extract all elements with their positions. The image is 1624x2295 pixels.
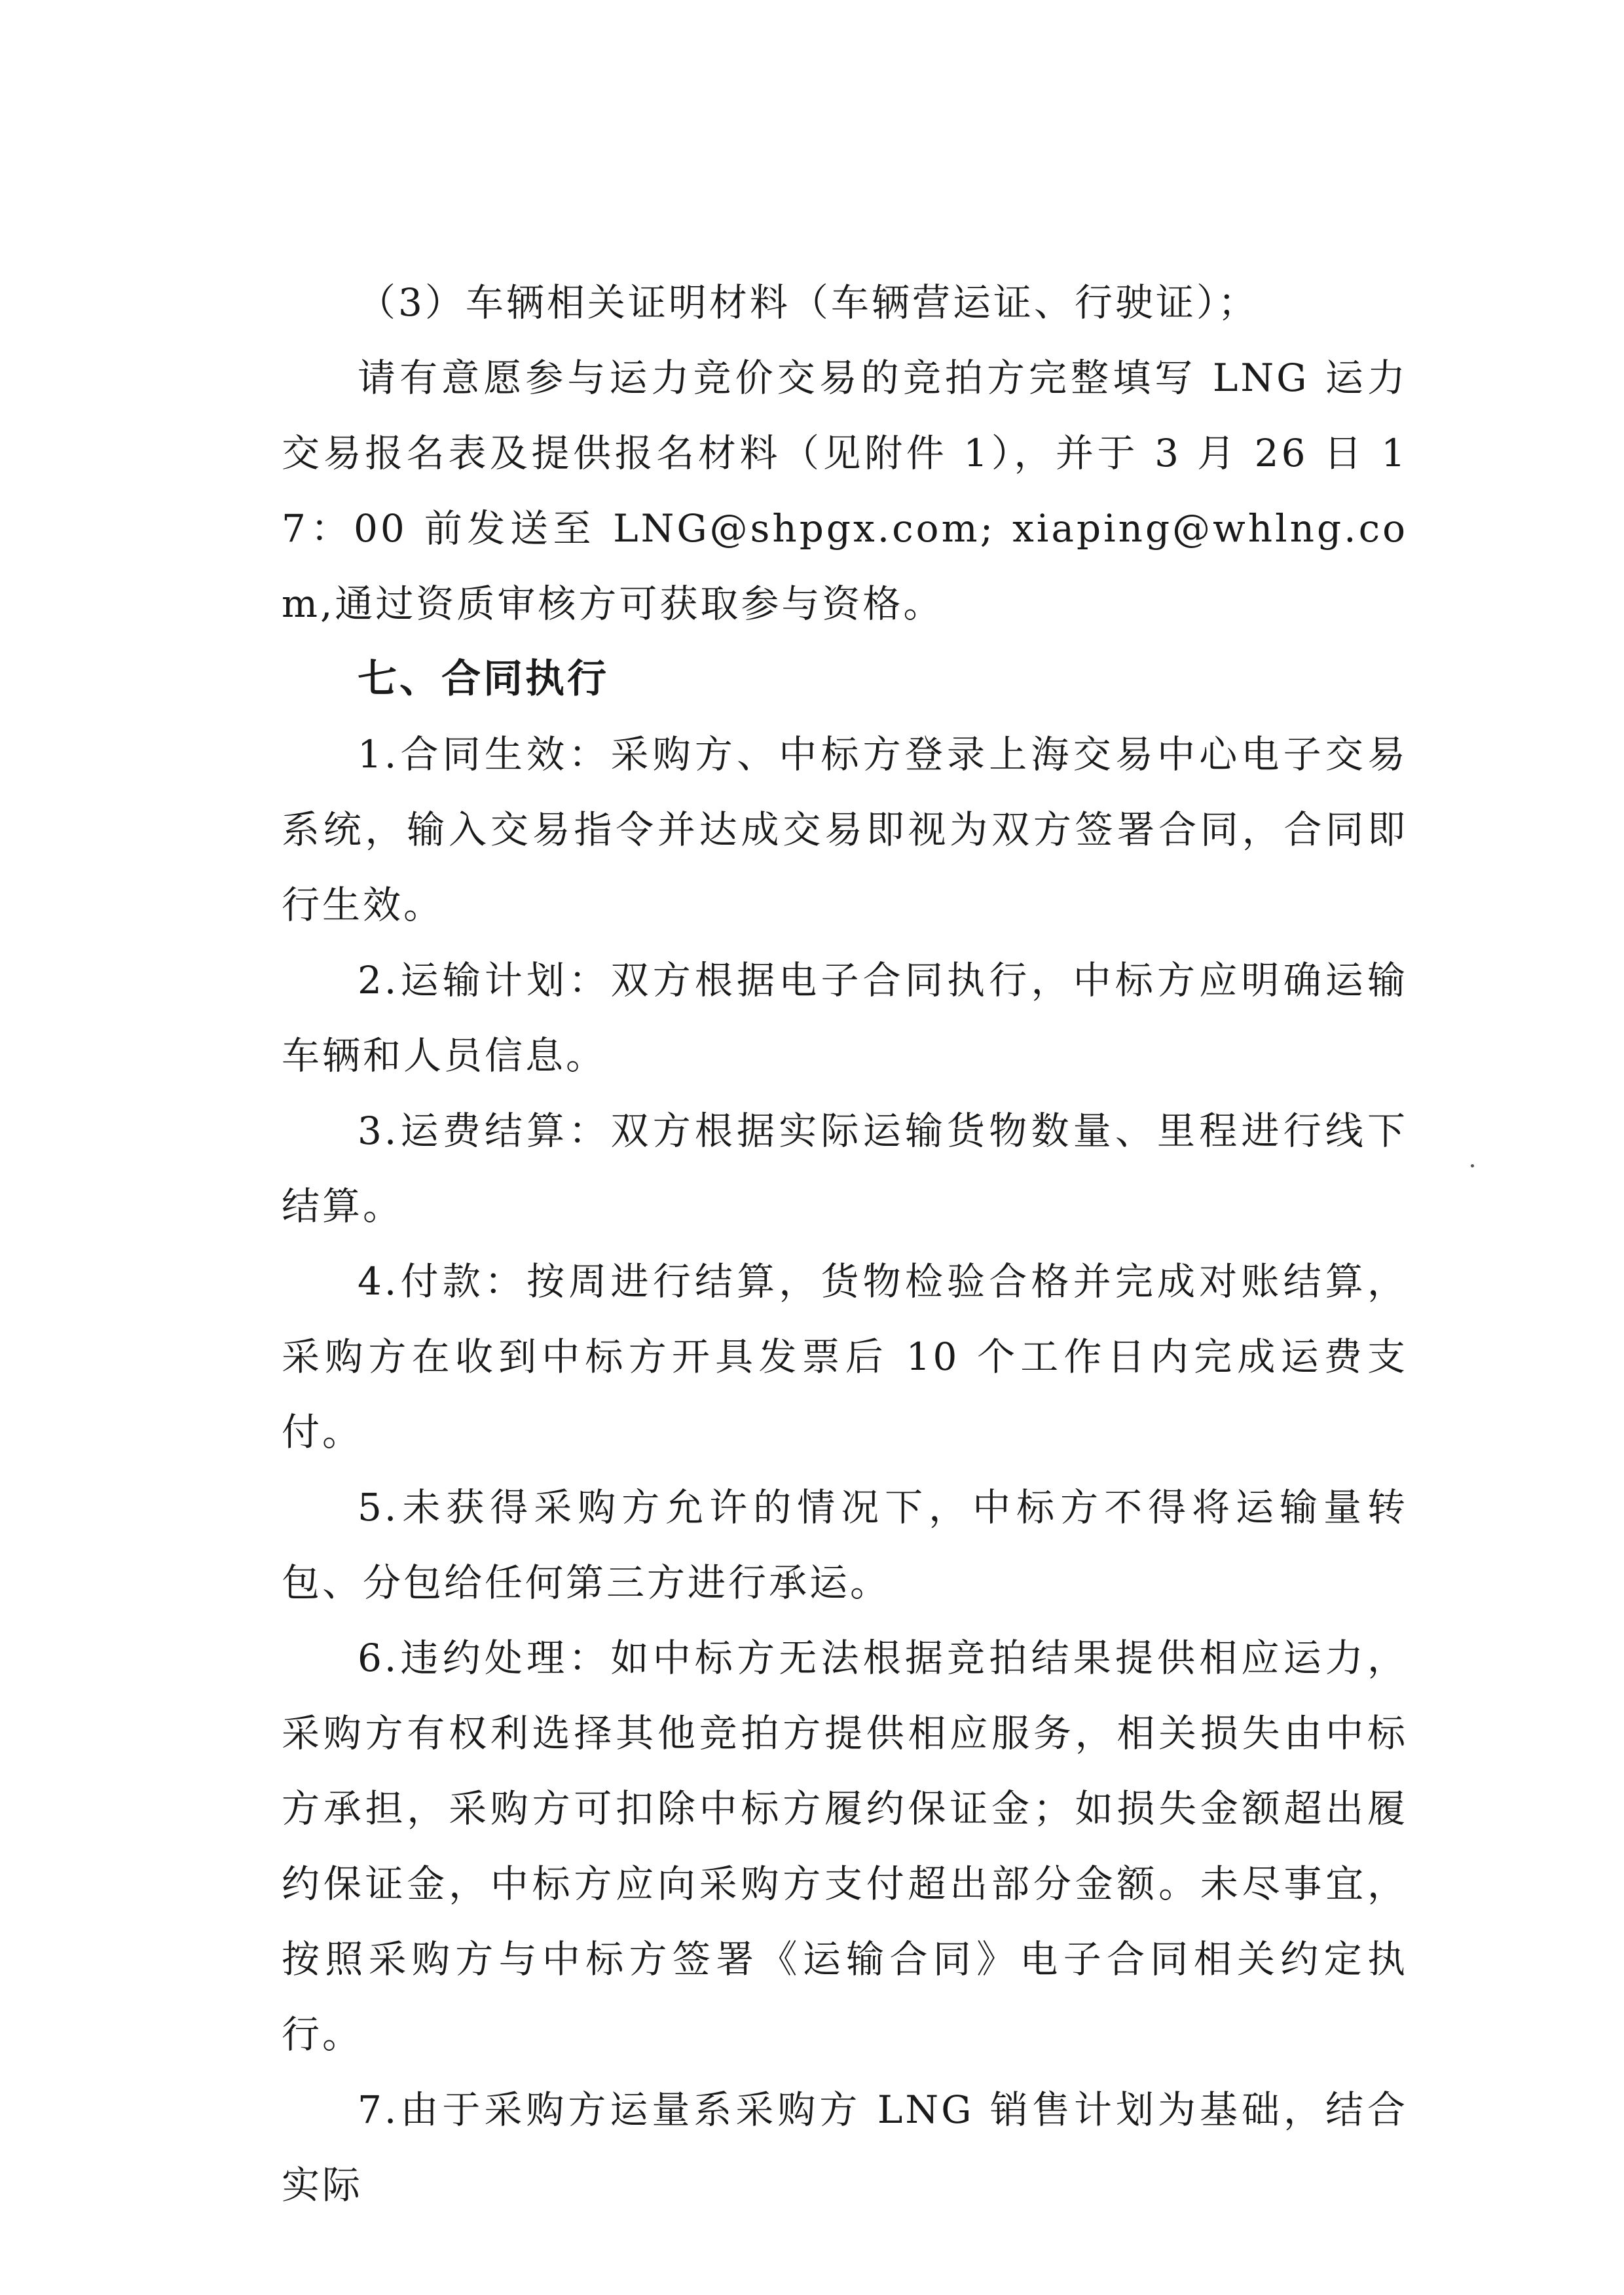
clause-freight-settlement: 3.运费结算：双方根据实际运输货物数量、里程进行线下结算。 — [282, 1109, 1408, 1228]
scan-speck — [1471, 1164, 1474, 1167]
clause-breach: 6.违约处理：如中标方无法根据竞拍结果提供相应运力，采购方有权利选择其他竞拍方提供相应服务，相关损失由中标方承担，采购方可扣除中标方履约保证金；如损失金额超出履约保证金，中标方应向采购方支付超出部分金额。未尽事宜，按照采购方与中标方签署《运输合同》电子合同相关约定执行。 — [282, 1636, 1408, 2057]
clause-contract-effect: 1.合同生效：采购方、中标方登录上海交易中心电子交易系统，输入交易指令并达成交易即视为双方签署合同，合同即行生效。 — [282, 732, 1408, 927]
document-page — [282, 265, 1408, 2223]
clause-volume: 7.由于采购方运量系采购方 LNG 销售计划为基础，结合实际 — [282, 2087, 1408, 2207]
registration-instructions: 请有意愿参与运力竞价交易的竞拍方完整填写 LNG 运力交易报名表及提供报名材料（见附件 1），并于 3 月 26 日 17：00 前发送至 LNG@shpgx.com; xiaping@whlng.com,通过资质审核方可获取参与资格。 — [282, 356, 1408, 626]
clause-transport-plan: 2.运输计划：双方根据电子合同执行，中标方应明确运输车辆和人员信息。 — [282, 958, 1408, 1078]
vehicle-documents-item: （3）车辆相关证明材料（车辆营运证、行驶证）； — [358, 280, 1259, 325]
clause-payment: 4.付款：按周进行结算，货物检验合格并完成对账结算，采购方在收到中标方开具发票后 10 个工作日内完成运费支付。 — [282, 1259, 1408, 1454]
section-heading: 七、合同执行 — [358, 656, 609, 702]
clause-no-subcontract: 5.未获得采购方允许的情况下，中标方不得将运输量转包、分包给任何第三方进行承运。 — [282, 1485, 1408, 1605]
